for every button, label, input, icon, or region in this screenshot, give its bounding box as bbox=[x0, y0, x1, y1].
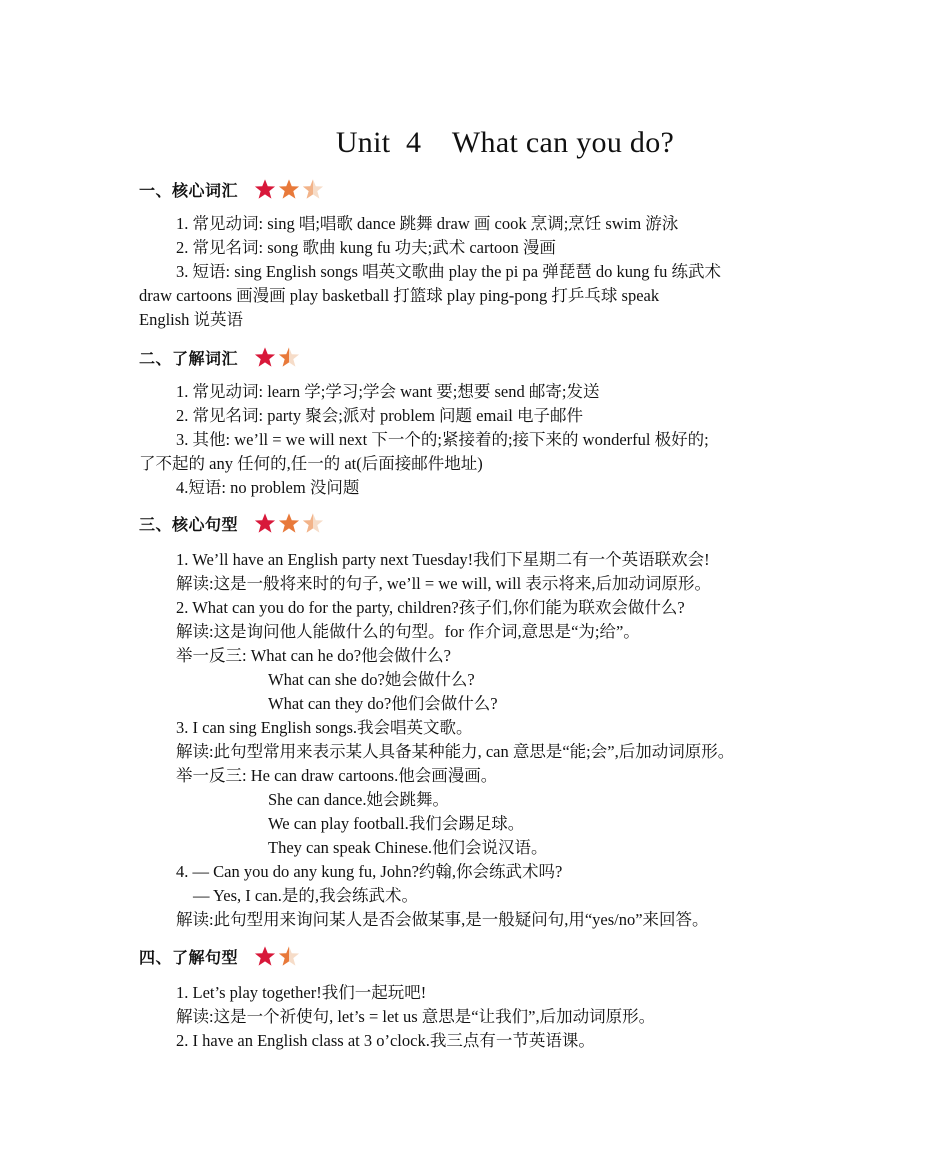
page-title: Unit 4 What can you do? bbox=[335, 126, 675, 159]
text-line: 解读:这是一个祈使句, let’s = let us 意思是“让我们”,后加动词原形。 bbox=[176, 1007, 656, 1026]
section-general-vocabulary bbox=[139, 342, 829, 500]
text-line: 解读:此句型用来询问某人是否会做某事,是一般疑问句,用“yes/no”来回答。 bbox=[176, 910, 709, 929]
text-line: 1. Let’s play together!我们一起玩吧! bbox=[176, 983, 427, 1002]
text-line: 3. 其他: we’ll = we will next 下一个的;紧接着的;接下来的 wonderful 极好的; bbox=[176, 430, 709, 449]
difficulty-rating bbox=[254, 512, 324, 534]
section-header bbox=[139, 174, 829, 204]
text-line: 4. — Can you do any kung fu, John?约翰,你会练武术吗? bbox=[176, 862, 563, 881]
star-icon bbox=[278, 178, 300, 200]
text-line: What can they do?他们会做什么? bbox=[268, 694, 498, 713]
section-header bbox=[139, 941, 829, 971]
text-line: They can speak Chinese.他们会说汉语。 bbox=[268, 838, 548, 857]
text-line: She can dance.她会跳舞。 bbox=[268, 790, 449, 809]
section-core-sentences bbox=[139, 508, 829, 932]
star-icon bbox=[254, 945, 276, 967]
text-line: What can she do?她会做什么? bbox=[268, 670, 475, 689]
text-line: 2. 常见名词: song 歌曲 kung fu 功夫;武术 cartoon 漫画 bbox=[176, 238, 556, 257]
star-icon bbox=[254, 178, 276, 200]
text-line: 举一反三: What can he do?他会做什么? bbox=[176, 646, 451, 665]
section-header bbox=[139, 342, 829, 372]
text-line: 解读:这是一般将来时的句子, we’ll = we will, will 表示将来,后加动词原形。 bbox=[176, 574, 711, 593]
half-star-icon bbox=[278, 945, 300, 967]
text-line: 2. I have an English class at 3 o’clock.我三点有一节英语课。 bbox=[176, 1031, 595, 1050]
text-line: 3. 短语: sing English songs 唱英文歌曲 play the pi pa 弹琵琶 do kung fu 练武术 bbox=[176, 262, 721, 281]
section-heading: 二、了解词汇 bbox=[139, 348, 239, 368]
text-line: 2. What can you do for the party, children?孩子们,你们能为联欢会做什么? bbox=[176, 598, 685, 617]
text-line: 了不起的 any 任何的,任一的 at(后面接邮件地址) bbox=[139, 454, 483, 473]
text-line: 4.短语: no problem 没问题 bbox=[176, 478, 360, 497]
half-star-icon bbox=[302, 178, 324, 200]
star-icon bbox=[278, 512, 300, 534]
text-line: 1. 常见动词: learn 学;学习;学会 want 要;想要 send 邮寄;发送 bbox=[176, 382, 600, 401]
text-line: 1. 常见动词: sing 唱;唱歌 dance 跳舞 draw 画 cook 烹调;烹饪 swim 游泳 bbox=[176, 214, 679, 233]
text-line: 解读:这是询问他人能做什么的句型。for 作介词,意思是“为;给”。 bbox=[176, 622, 640, 641]
section-core-vocabulary bbox=[139, 174, 829, 332]
section-heading: 四、了解句型 bbox=[139, 947, 239, 967]
text-line: We can play football.我们会踢足球。 bbox=[268, 814, 525, 833]
text-line: 1. We’ll have an English party next Tuesday!我们下星期二有一个英语联欢会! bbox=[176, 550, 710, 569]
text-line: draw cartoons 画漫画 play basketball 打篮球 play ping-pong 打乒乓球 speak bbox=[139, 286, 660, 305]
difficulty-rating bbox=[254, 945, 300, 967]
text-line: 举一反三: He can draw cartoons.他会画漫画。 bbox=[176, 766, 498, 785]
text-line: English 说英语 bbox=[139, 310, 244, 329]
text-line: 3. I can sing English songs.我会唱英文歌。 bbox=[176, 718, 473, 737]
difficulty-rating bbox=[254, 346, 300, 368]
star-icon bbox=[254, 346, 276, 368]
section-heading: 三、核心句型 bbox=[139, 514, 239, 534]
text-line: 解读:此句型常用来表示某人具备某种能力, can 意思是“能;会”,后加动词原形。 bbox=[176, 742, 735, 761]
section-header bbox=[139, 508, 829, 538]
star-icon bbox=[254, 512, 276, 534]
section-general-sentences bbox=[139, 941, 829, 1053]
difficulty-rating bbox=[254, 178, 324, 200]
text-line: 2. 常见名词: party 聚会;派对 problem 问题 email 电子邮件 bbox=[176, 406, 583, 425]
section-heading: 一、核心词汇 bbox=[139, 180, 239, 200]
text-line: — Yes, I can.是的,我会练武术。 bbox=[193, 886, 419, 905]
half-star-icon bbox=[302, 512, 324, 534]
half-star-icon bbox=[278, 346, 300, 368]
